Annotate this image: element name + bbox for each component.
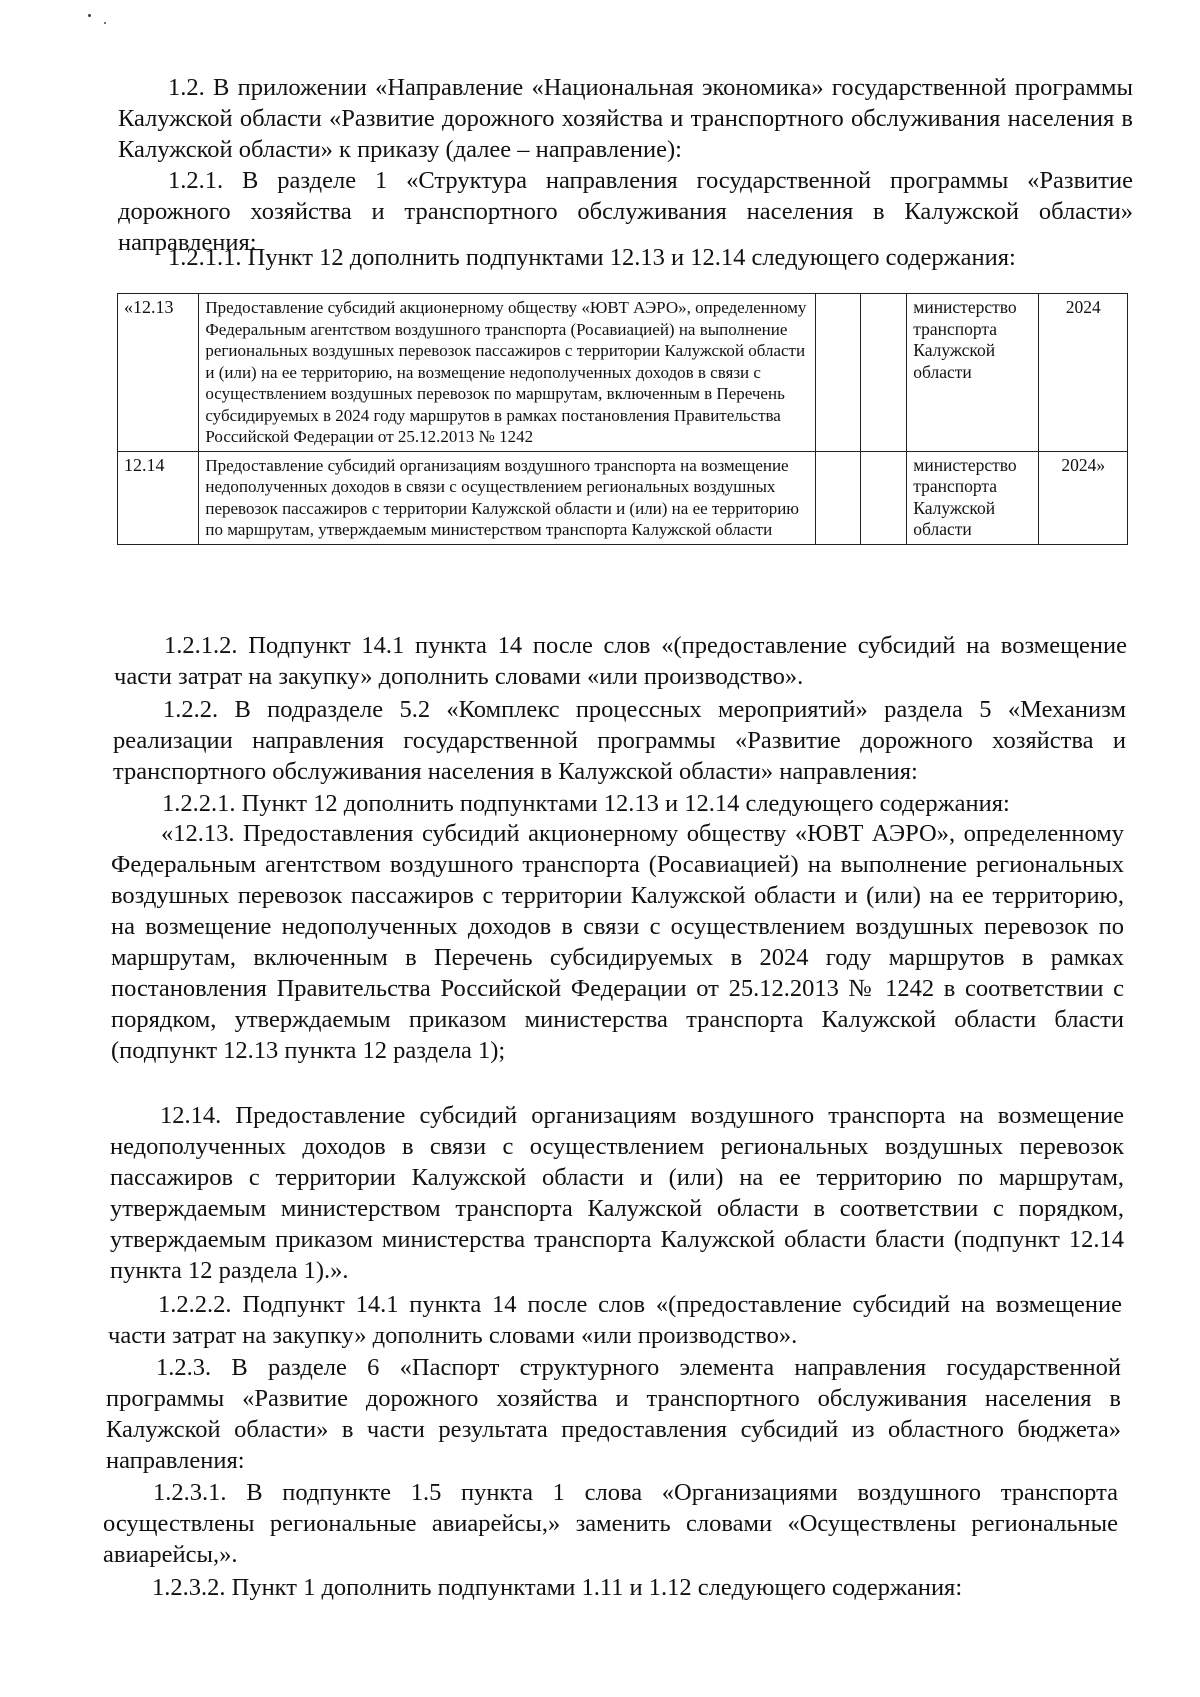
- paragraph-1-2-1: 1.2.1. В разделе 1 «Структура направления государственной программы «Развитие дорожного хозяйства и транспортного обслуживания населения в Калужской области» направления:: [118, 167, 1133, 256]
- paragraph-12-14: 12.14. Предоставление субсидий организациям воздушного транспорта на возмещение недополученных доходов в связи с осуществлением региональных воздушных перевозок пассажиров с территории Калужской области и (или) на ее территорию по маршрутам, утверждаемым министерством транспорта Калужской области в соответствии с порядком, утверждаемым приказом министерства транспорта Калужской области бласти (подпункт 12.14 пункта 12 раздела 1).».: [110, 1102, 1124, 1284]
- paragraph-1-2-1-1: 1.2.1.1. Пункт 12 дополнить подпунктами 12.13 и 12.14 следующего содержания:: [168, 244, 1016, 271]
- table-cell-number: 12.14: [118, 451, 199, 544]
- table-row: [118, 451, 1128, 544]
- table-cell-empty: [861, 451, 907, 544]
- table-cell-description: Предоставление субсидий организациям воздушного транспорта на возмещение недополученных доходов в связи с осуществлением региональных воздушных перевозок пассажиров с территории Калужской области и (или) на ее территорию по маршрутам, утверждаемым министерством транспорта Калужской области: [199, 451, 815, 544]
- paragraph-1-2-3-2: 1.2.3.2. Пункт 1 дополнить подпунктами 1.11 и 1.12 следующего содержания:: [152, 1574, 963, 1601]
- scan-speck: [104, 22, 106, 24]
- table-cell-number: «12.13: [118, 294, 199, 452]
- table-cell-responsible: министерство транспорта Калужской области: [907, 294, 1039, 452]
- structure-table: [117, 293, 1128, 545]
- table-cell-responsible: министерство транспорта Калужской области: [907, 451, 1039, 544]
- table-cell-empty: [815, 294, 861, 452]
- paragraph-12-13: «12.13. Предоставления субсидий акционерному обществу «ЮВТ АЭРО», определенному Федеральным агентством воздушного транспорта (Росавиацией) на выполнение региональных воздушных перевозок пассажиров с территории Калужской области и (или) на ее территорию, на возмещение недополученных доходов в связи с осуществлением воздушных перевозок по маршрутам, включенным в Перечень субсидируемых в 2024 году маршрутов в рамках постановления Правительства Российской Федерации от 25.12.2013 № 1242 в соответствии с порядком, утверждаемым приказом министерства транспорта Калужской области бласти (подпункт 12.13 пункта 12 раздела 1);: [111, 820, 1124, 1064]
- paragraph-1-2-3: 1.2.3. В разделе 6 «Паспорт структурного элемента направления государственной программы «Развитие дорожного хозяйства и транспортного обслуживания населения в Калужской области» в части результата предоставления субсидий из областного бюджета» направления:: [106, 1354, 1121, 1474]
- paragraph-1-2-2-1: 1.2.2.1. Пункт 12 дополнить подпунктами 12.13 и 12.14 следующего содержания:: [162, 790, 1010, 817]
- table-cell-empty: [861, 294, 907, 452]
- paragraph-1-2-3-1: 1.2.3.1. В подпункте 1.5 пункта 1 слова «Организациями воздушного транспорта осуществлены региональные авиарейсы,» заменить словами «Осуществлены региональные авиарейсы,».: [103, 1479, 1118, 1568]
- paragraph-1-2-2-2: 1.2.2.2. Подпункт 14.1 пункта 14 после слов «(предоставление субсидий на возмещение части затрат на закупку» дополнить словами «или производство».: [108, 1291, 1122, 1349]
- table-cell-description: Предоставление субсидий акционерному обществу «ЮВТ АЭРО», определенному Федеральным агентством воздушного транспорта (Росавиацией) на выполнение региональных воздушных перевозок пассажиров с территории Калужской области и (или) на ее территорию, на возмещение недополученных доходов в связи с осуществлением воздушных перевозок по маршрутам, включенным в Перечень субсидируемых в 2024 году маршрутов в рамках постановления Правительства Российской Федерации от 25.12.2013 № 1242: [199, 294, 815, 452]
- paragraph-1-2-2: 1.2.2. В подразделе 5.2 «Комплекс процессных мероприятий» раздела 5 «Механизм реализации направления государственной программы «Развитие дорожного хозяйства и транспортного обслуживания населения в Калужской области» направления:: [113, 696, 1126, 785]
- table-row: [118, 294, 1128, 452]
- paragraph-1-2: 1.2. В приложении «Направление «Национальная экономика» государственной программы Калужской области «Развитие дорожного хозяйства и транспортного обслуживания населения в Калужской области» к приказу (далее – направление):: [118, 74, 1133, 163]
- table-cell-year: 2024»: [1039, 451, 1128, 544]
- scan-speck: [88, 14, 91, 17]
- table-cell-empty: [815, 451, 861, 544]
- paragraph-1-2-1-2: 1.2.1.2. Подпункт 14.1 пункта 14 после слов «(предоставление субсидий на возмещение части затрат на закупку» дополнить словами «или производство».: [114, 632, 1127, 690]
- table-cell-year: 2024: [1039, 294, 1128, 452]
